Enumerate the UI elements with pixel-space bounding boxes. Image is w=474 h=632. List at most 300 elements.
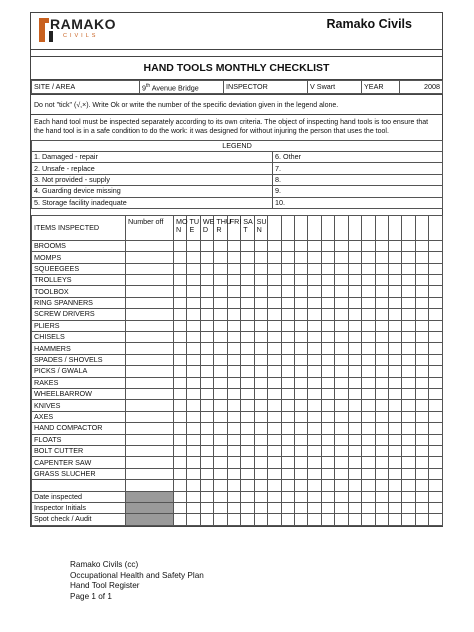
check-cell[interactable] — [402, 502, 415, 513]
check-cell[interactable] — [348, 502, 361, 513]
check-cell[interactable] — [187, 286, 200, 297]
check-cell[interactable] — [254, 354, 267, 365]
check-cell[interactable] — [214, 366, 227, 377]
check-cell[interactable] — [187, 457, 200, 468]
check-cell[interactable] — [254, 514, 267, 525]
check-cell[interactable] — [268, 354, 281, 365]
check-cell[interactable] — [200, 502, 213, 513]
check-cell[interactable] — [187, 480, 200, 491]
check-cell[interactable] — [200, 423, 213, 434]
check-cell[interactable] — [362, 389, 375, 400]
check-cell[interactable] — [241, 491, 254, 502]
check-cell[interactable] — [241, 377, 254, 388]
check-cell[interactable] — [227, 252, 240, 263]
check-cell[interactable] — [281, 275, 294, 286]
check-cell[interactable] — [294, 343, 307, 354]
check-cell[interactable] — [254, 502, 267, 513]
check-cell[interactable] — [174, 457, 187, 468]
check-cell[interactable] — [308, 263, 321, 274]
check-cell[interactable] — [321, 468, 334, 479]
check-cell[interactable] — [174, 252, 187, 263]
check-cell[interactable] — [429, 457, 442, 468]
check-cell[interactable] — [415, 514, 428, 525]
check-cell[interactable] — [375, 411, 388, 422]
check-cell[interactable] — [241, 332, 254, 343]
check-cell[interactable] — [335, 263, 348, 274]
check-cell[interactable] — [254, 468, 267, 479]
check-cell[interactable] — [200, 286, 213, 297]
check-cell[interactable] — [254, 320, 267, 331]
check-cell[interactable] — [402, 400, 415, 411]
check-cell[interactable] — [268, 297, 281, 308]
check-cell[interactable] — [281, 514, 294, 525]
check-cell[interactable] — [429, 434, 442, 445]
check-cell[interactable] — [187, 502, 200, 513]
check-cell[interactable] — [281, 377, 294, 388]
check-cell[interactable] — [375, 434, 388, 445]
check-cell[interactable] — [174, 309, 187, 320]
check-cell[interactable] — [348, 320, 361, 331]
check-cell[interactable] — [200, 309, 213, 320]
check-cell[interactable] — [214, 502, 227, 513]
check-cell[interactable] — [402, 445, 415, 456]
check-cell[interactable] — [187, 320, 200, 331]
check-cell[interactable] — [227, 457, 240, 468]
check-cell[interactable] — [362, 252, 375, 263]
check-cell[interactable] — [174, 468, 187, 479]
check-cell[interactable] — [187, 445, 200, 456]
check-cell[interactable] — [281, 252, 294, 263]
check-cell[interactable] — [429, 297, 442, 308]
check-cell[interactable] — [348, 411, 361, 422]
check-cell[interactable] — [227, 309, 240, 320]
check-cell[interactable] — [200, 445, 213, 456]
check-cell[interactable] — [241, 423, 254, 434]
check-cell[interactable] — [321, 502, 334, 513]
check-cell[interactable] — [415, 423, 428, 434]
check-cell[interactable] — [321, 240, 334, 251]
check-cell[interactable] — [402, 366, 415, 377]
check-cell[interactable] — [362, 343, 375, 354]
check-cell[interactable] — [429, 514, 442, 525]
check-cell[interactable] — [214, 514, 227, 525]
check-cell[interactable] — [402, 332, 415, 343]
check-cell[interactable] — [294, 491, 307, 502]
check-cell[interactable] — [389, 491, 402, 502]
check-cell[interactable] — [415, 297, 428, 308]
check-cell[interactable] — [281, 354, 294, 365]
check-cell[interactable] — [389, 434, 402, 445]
check-cell[interactable] — [335, 252, 348, 263]
check-cell[interactable] — [321, 457, 334, 468]
check-cell[interactable] — [335, 423, 348, 434]
check-cell[interactable] — [254, 457, 267, 468]
check-cell[interactable] — [362, 320, 375, 331]
check-cell[interactable] — [348, 354, 361, 365]
check-cell[interactable] — [348, 309, 361, 320]
check-cell[interactable] — [227, 423, 240, 434]
check-cell[interactable] — [321, 514, 334, 525]
check-cell[interactable] — [254, 400, 267, 411]
check-cell[interactable] — [187, 411, 200, 422]
check-cell[interactable] — [174, 263, 187, 274]
check-cell[interactable] — [375, 354, 388, 365]
check-cell[interactable] — [321, 343, 334, 354]
check-cell[interactable] — [227, 411, 240, 422]
check-cell[interactable] — [200, 366, 213, 377]
check-cell[interactable] — [375, 275, 388, 286]
check-cell[interactable] — [429, 343, 442, 354]
check-cell[interactable] — [187, 332, 200, 343]
check-cell[interactable] — [402, 343, 415, 354]
check-cell[interactable] — [335, 400, 348, 411]
check-cell[interactable] — [415, 240, 428, 251]
check-cell[interactable] — [241, 263, 254, 274]
check-cell[interactable] — [281, 343, 294, 354]
check-cell[interactable] — [308, 297, 321, 308]
check-cell[interactable] — [227, 286, 240, 297]
check-cell[interactable] — [174, 480, 187, 491]
check-cell[interactable] — [174, 411, 187, 422]
check-cell[interactable] — [214, 389, 227, 400]
check-cell[interactable] — [187, 514, 200, 525]
check-cell[interactable] — [254, 411, 267, 422]
check-cell[interactable] — [227, 366, 240, 377]
check-cell[interactable] — [187, 423, 200, 434]
check-cell[interactable] — [321, 377, 334, 388]
check-cell[interactable] — [281, 297, 294, 308]
check-cell[interactable] — [241, 411, 254, 422]
check-cell[interactable] — [187, 343, 200, 354]
check-cell[interactable] — [335, 457, 348, 468]
check-cell[interactable] — [174, 275, 187, 286]
number-cell[interactable] — [126, 445, 174, 456]
check-cell[interactable] — [402, 297, 415, 308]
check-cell[interactable] — [174, 445, 187, 456]
number-cell[interactable] — [126, 354, 174, 365]
check-cell[interactable] — [268, 332, 281, 343]
check-cell[interactable] — [375, 457, 388, 468]
check-cell[interactable] — [241, 400, 254, 411]
check-cell[interactable] — [281, 491, 294, 502]
check-cell[interactable] — [254, 491, 267, 502]
year-value[interactable]: 2008 — [400, 81, 443, 94]
check-cell[interactable] — [294, 332, 307, 343]
check-cell[interactable] — [200, 389, 213, 400]
check-cell[interactable] — [321, 389, 334, 400]
check-cell[interactable] — [174, 354, 187, 365]
check-cell[interactable] — [362, 286, 375, 297]
check-cell[interactable] — [362, 502, 375, 513]
check-cell[interactable] — [335, 320, 348, 331]
check-cell[interactable] — [321, 434, 334, 445]
check-cell[interactable] — [281, 502, 294, 513]
check-cell[interactable] — [389, 468, 402, 479]
check-cell[interactable] — [362, 457, 375, 468]
check-cell[interactable] — [402, 309, 415, 320]
check-cell[interactable] — [348, 297, 361, 308]
check-cell[interactable] — [375, 423, 388, 434]
check-cell[interactable] — [241, 275, 254, 286]
check-cell[interactable] — [268, 514, 281, 525]
check-cell[interactable] — [402, 252, 415, 263]
number-cell[interactable] — [126, 332, 174, 343]
check-cell[interactable] — [389, 343, 402, 354]
check-cell[interactable] — [308, 411, 321, 422]
check-cell[interactable] — [402, 423, 415, 434]
check-cell[interactable] — [227, 297, 240, 308]
check-cell[interactable] — [429, 480, 442, 491]
check-cell[interactable] — [174, 434, 187, 445]
check-cell[interactable] — [254, 445, 267, 456]
check-cell[interactable] — [335, 480, 348, 491]
check-cell[interactable] — [429, 445, 442, 456]
check-cell[interactable] — [241, 286, 254, 297]
check-cell[interactable] — [389, 445, 402, 456]
check-cell[interactable] — [294, 320, 307, 331]
check-cell[interactable] — [227, 480, 240, 491]
check-cell[interactable] — [362, 411, 375, 422]
check-cell[interactable] — [308, 457, 321, 468]
check-cell[interactable] — [389, 480, 402, 491]
check-cell[interactable] — [429, 377, 442, 388]
check-cell[interactable] — [241, 309, 254, 320]
check-cell[interactable] — [294, 309, 307, 320]
check-cell[interactable] — [375, 297, 388, 308]
check-cell[interactable] — [254, 297, 267, 308]
check-cell[interactable] — [389, 514, 402, 525]
check-cell[interactable] — [281, 457, 294, 468]
check-cell[interactable] — [227, 445, 240, 456]
check-cell[interactable] — [294, 240, 307, 251]
number-cell[interactable] — [126, 389, 174, 400]
check-cell[interactable] — [187, 389, 200, 400]
check-cell[interactable] — [375, 320, 388, 331]
check-cell[interactable] — [268, 411, 281, 422]
check-cell[interactable] — [429, 400, 442, 411]
check-cell[interactable] — [415, 286, 428, 297]
check-cell[interactable] — [335, 502, 348, 513]
check-cell[interactable] — [294, 502, 307, 513]
check-cell[interactable] — [389, 240, 402, 251]
check-cell[interactable] — [348, 445, 361, 456]
check-cell[interactable] — [268, 423, 281, 434]
check-cell[interactable] — [348, 377, 361, 388]
check-cell[interactable] — [241, 354, 254, 365]
check-cell[interactable] — [254, 252, 267, 263]
check-cell[interactable] — [402, 240, 415, 251]
check-cell[interactable] — [335, 240, 348, 251]
check-cell[interactable] — [415, 480, 428, 491]
check-cell[interactable] — [227, 502, 240, 513]
check-cell[interactable] — [348, 286, 361, 297]
check-cell[interactable] — [187, 275, 200, 286]
check-cell[interactable] — [254, 309, 267, 320]
check-cell[interactable] — [200, 343, 213, 354]
check-cell[interactable] — [415, 275, 428, 286]
check-cell[interactable] — [308, 514, 321, 525]
check-cell[interactable] — [227, 354, 240, 365]
check-cell[interactable] — [402, 491, 415, 502]
check-cell[interactable] — [254, 332, 267, 343]
check-cell[interactable] — [214, 434, 227, 445]
check-cell[interactable] — [200, 377, 213, 388]
check-cell[interactable] — [308, 354, 321, 365]
check-cell[interactable] — [335, 434, 348, 445]
number-cell[interactable] — [126, 240, 174, 251]
check-cell[interactable] — [348, 423, 361, 434]
check-cell[interactable] — [415, 263, 428, 274]
check-cell[interactable] — [362, 240, 375, 251]
check-cell[interactable] — [335, 491, 348, 502]
check-cell[interactable] — [294, 354, 307, 365]
check-cell[interactable] — [174, 491, 187, 502]
check-cell[interactable] — [321, 366, 334, 377]
check-cell[interactable] — [174, 240, 187, 251]
check-cell[interactable] — [335, 354, 348, 365]
check-cell[interactable] — [254, 366, 267, 377]
check-cell[interactable] — [321, 263, 334, 274]
check-cell[interactable] — [375, 491, 388, 502]
check-cell[interactable] — [227, 240, 240, 251]
check-cell[interactable] — [308, 445, 321, 456]
check-cell[interactable] — [362, 480, 375, 491]
check-cell[interactable] — [268, 309, 281, 320]
check-cell[interactable] — [415, 502, 428, 513]
check-cell[interactable] — [362, 377, 375, 388]
check-cell[interactable] — [348, 514, 361, 525]
check-cell[interactable] — [187, 263, 200, 274]
check-cell[interactable] — [429, 502, 442, 513]
check-cell[interactable] — [187, 252, 200, 263]
check-cell[interactable] — [281, 366, 294, 377]
check-cell[interactable] — [241, 480, 254, 491]
check-cell[interactable] — [429, 240, 442, 251]
check-cell[interactable] — [375, 286, 388, 297]
check-cell[interactable] — [389, 377, 402, 388]
check-cell[interactable] — [375, 309, 388, 320]
check-cell[interactable] — [389, 502, 402, 513]
check-cell[interactable] — [281, 480, 294, 491]
check-cell[interactable] — [214, 297, 227, 308]
check-cell[interactable] — [241, 343, 254, 354]
check-cell[interactable] — [389, 297, 402, 308]
check-cell[interactable] — [187, 377, 200, 388]
check-cell[interactable] — [294, 400, 307, 411]
check-cell[interactable] — [268, 286, 281, 297]
check-cell[interactable] — [389, 332, 402, 343]
check-cell[interactable] — [294, 286, 307, 297]
check-cell[interactable] — [294, 411, 307, 422]
check-cell[interactable] — [321, 332, 334, 343]
check-cell[interactable] — [281, 445, 294, 456]
check-cell[interactable] — [415, 320, 428, 331]
check-cell[interactable] — [375, 480, 388, 491]
check-cell[interactable] — [362, 445, 375, 456]
check-cell[interactable] — [402, 468, 415, 479]
check-cell[interactable] — [415, 332, 428, 343]
check-cell[interactable] — [241, 457, 254, 468]
check-cell[interactable] — [415, 366, 428, 377]
check-cell[interactable] — [375, 389, 388, 400]
check-cell[interactable] — [214, 400, 227, 411]
check-cell[interactable] — [241, 514, 254, 525]
check-cell[interactable] — [415, 457, 428, 468]
check-cell[interactable] — [348, 480, 361, 491]
check-cell[interactable] — [281, 423, 294, 434]
check-cell[interactable] — [241, 468, 254, 479]
check-cell[interactable] — [402, 411, 415, 422]
check-cell[interactable] — [187, 491, 200, 502]
check-cell[interactable] — [429, 411, 442, 422]
check-cell[interactable] — [321, 252, 334, 263]
check-cell[interactable] — [254, 240, 267, 251]
check-cell[interactable] — [362, 491, 375, 502]
check-cell[interactable] — [227, 434, 240, 445]
check-cell[interactable] — [375, 377, 388, 388]
check-cell[interactable] — [281, 320, 294, 331]
number-cell[interactable] — [126, 252, 174, 263]
check-cell[interactable] — [241, 445, 254, 456]
check-cell[interactable] — [227, 343, 240, 354]
check-cell[interactable] — [308, 377, 321, 388]
check-cell[interactable] — [415, 309, 428, 320]
check-cell[interactable] — [415, 354, 428, 365]
check-cell[interactable] — [254, 275, 267, 286]
check-cell[interactable] — [268, 480, 281, 491]
check-cell[interactable] — [294, 366, 307, 377]
check-cell[interactable] — [214, 240, 227, 251]
number-cell[interactable] — [126, 434, 174, 445]
check-cell[interactable] — [268, 320, 281, 331]
check-cell[interactable] — [227, 377, 240, 388]
check-cell[interactable] — [281, 286, 294, 297]
check-cell[interactable] — [227, 389, 240, 400]
number-cell[interactable] — [126, 343, 174, 354]
check-cell[interactable] — [227, 332, 240, 343]
check-cell[interactable] — [375, 263, 388, 274]
check-cell[interactable] — [415, 491, 428, 502]
check-cell[interactable] — [375, 343, 388, 354]
check-cell[interactable] — [227, 275, 240, 286]
check-cell[interactable] — [362, 514, 375, 525]
check-cell[interactable] — [174, 377, 187, 388]
check-cell[interactable] — [214, 252, 227, 263]
check-cell[interactable] — [268, 275, 281, 286]
number-cell[interactable] — [126, 423, 174, 434]
check-cell[interactable] — [321, 423, 334, 434]
check-cell[interactable] — [308, 480, 321, 491]
check-cell[interactable] — [362, 275, 375, 286]
check-cell[interactable] — [294, 252, 307, 263]
check-cell[interactable] — [375, 468, 388, 479]
check-cell[interactable] — [429, 468, 442, 479]
check-cell[interactable] — [308, 320, 321, 331]
check-cell[interactable] — [429, 263, 442, 274]
number-cell[interactable] — [126, 480, 174, 491]
number-cell[interactable] — [126, 275, 174, 286]
check-cell[interactable] — [362, 309, 375, 320]
check-cell[interactable] — [308, 491, 321, 502]
check-cell[interactable] — [429, 491, 442, 502]
check-cell[interactable] — [415, 343, 428, 354]
check-cell[interactable] — [294, 389, 307, 400]
check-cell[interactable] — [362, 434, 375, 445]
check-cell[interactable] — [348, 240, 361, 251]
check-cell[interactable] — [268, 377, 281, 388]
number-cell[interactable] — [126, 263, 174, 274]
check-cell[interactable] — [389, 263, 402, 274]
